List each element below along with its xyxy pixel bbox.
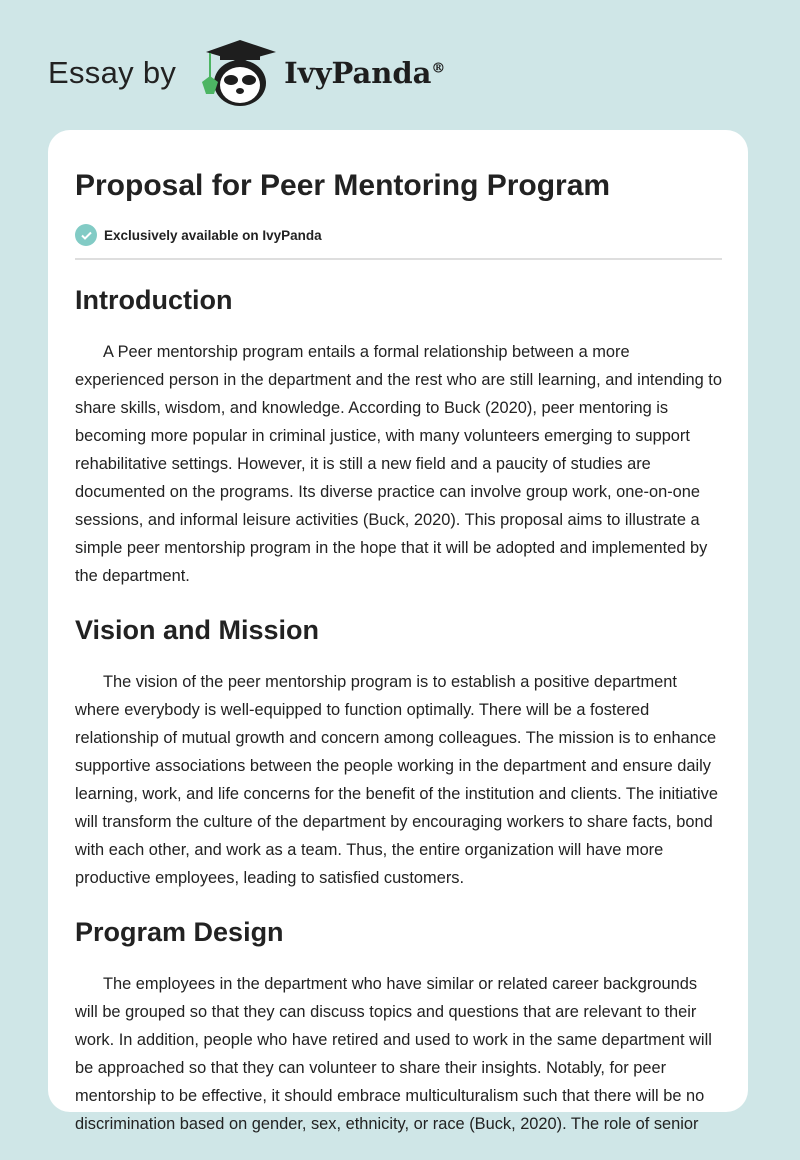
divider (75, 258, 722, 260)
site-header (48, 38, 445, 108)
ivypanda-logo-icon[interactable] (196, 38, 280, 108)
brand-name: IvyPanda® (284, 56, 446, 90)
exclusive-label: Exclusively available on IvyPanda (104, 227, 322, 243)
essay-by-label: Essay by (48, 55, 177, 90)
section-paragraph: The employees in the department who have similar or related career backgrounds will be grouped so that they can discuss topics and questions that are relevant to their work. In addition, people who have retired and used to work in the same department will be approached so that they can volunteer to share their insights. Notably, for peer mentorship to be effective, it should embrace multiculturalism such that there will be no discrimination based on gender, sex, ethnicity, or race (Buck, 2020). The role of senior (75, 975, 712, 1133)
section-paragraph: A Peer mentorship program entails a formal relationship between a more experienced person in the department and the rest who are still learning, and intending to share skills, wisdom, and knowledge. According to Buck (2020), peer mentoring is becoming more popular in criminal justice, with many volunteers emerging to support rehabilitative settings. However, it is still a new field and a paucity of studies are documented on the programs. Its diverse practice can involve group work, one-on-one sessions, and informal leisure activities (Buck, 2020). This proposal aims to illustrate a simple peer mentorship program in the hope that it will be adopted and implemented by the department. (75, 343, 722, 585)
exclusive-badge (75, 224, 722, 246)
essay-card (48, 130, 748, 1133)
section-heading: Vision and Mission (75, 615, 320, 645)
page-title: Proposal for Peer Mentoring Program (75, 169, 611, 202)
section-heading: Introduction (75, 285, 233, 315)
section-heading: Program Design (75, 917, 284, 947)
check-icon (75, 224, 97, 246)
section-paragraph: The vision of the peer mentorship program is to establish a positive department where everybody is well-equipped to function optimally. There will be a fostered relationship of mutual growth and concern among colleagues. The mission is to enhance supportive associations between the people working in the department and ensure daily learning, work, and life concerns for the benefit of the institution and clients. The initiative will transform the culture of the department by encouraging workers to share facts, bond with each other, and work as a team. Thus, the entire organization will have more productive employees, leading to satisfied customers. (75, 673, 718, 887)
